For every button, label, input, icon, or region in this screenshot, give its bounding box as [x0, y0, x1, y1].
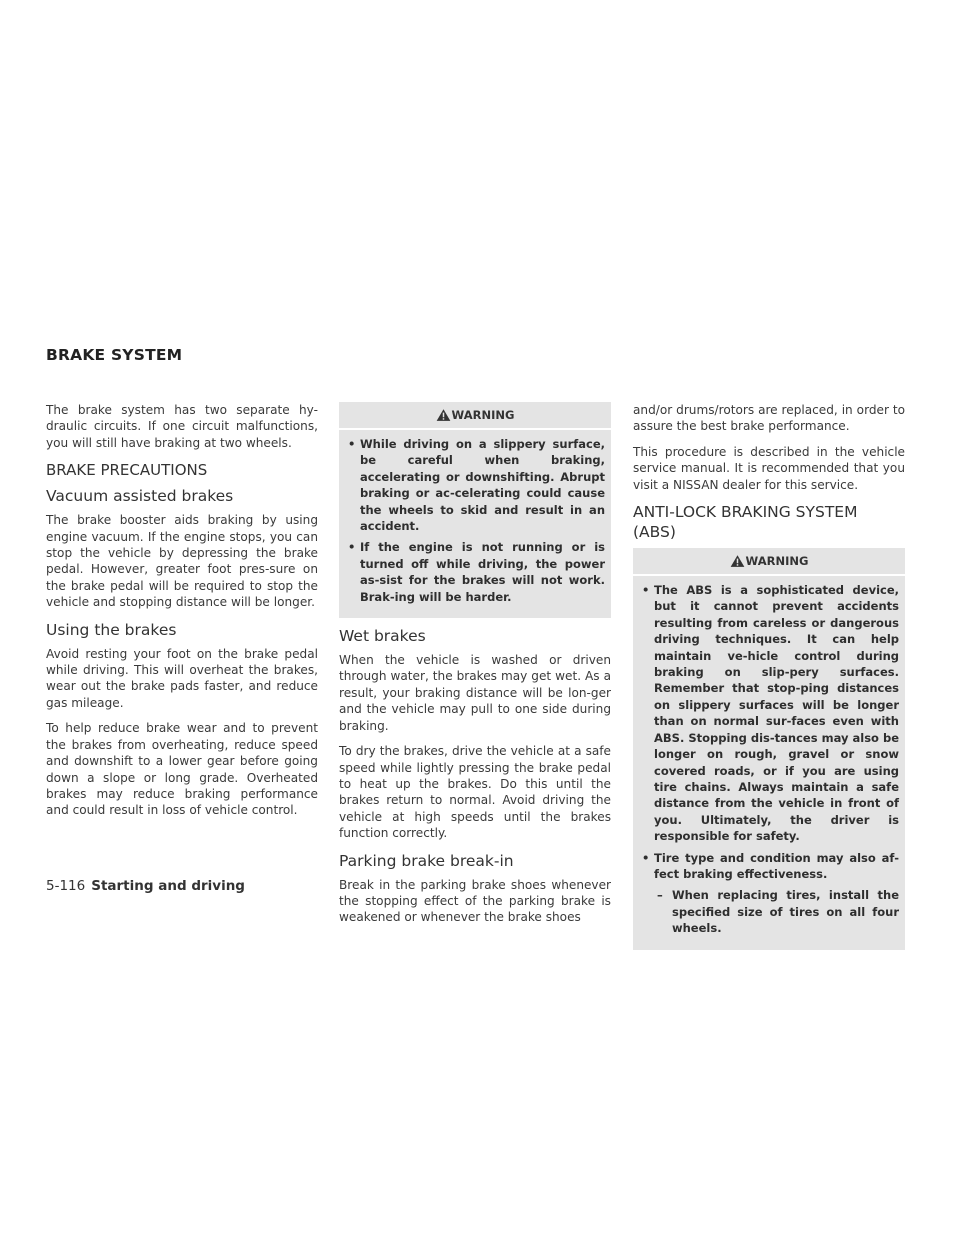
wet-paragraph-2: To dry the brakes, drive the vehicle at a safe speed while lightly pressing the brake pedal to heat up the brakes. Do this until the brakes return to normal. Avoid driving the vehicle at high speeds until the brakes function correctly. [339, 744, 611, 841]
warning-list [345, 436, 605, 605]
warning-label: WARNING [451, 408, 515, 422]
heading-abs: ANTI-LOCK BRAKING SYSTEM (ABS) [633, 503, 858, 542]
warning-triangle-icon [730, 554, 745, 568]
bullet-icon: • [642, 850, 650, 865]
warning-item: • If the engine is not running or is turned off while driving, the power as-sist for the brakes will not work. Brak-ing will be harder. [348, 540, 605, 604]
warning-header [633, 548, 905, 576]
bullet-icon: • [348, 540, 356, 555]
using-paragraph-1: Avoid resting your foot on the brake pedal while driving. This will overheat the brakes, wear out the brake pads faster, and reduce gas mileage. [46, 646, 318, 710]
using-paragraph-2: To help reduce brake wear and to prevent the brakes from overheating, reduce speed and downshift to a lower gear before going down a slope or long grade. Overheated brakes may reduce braking performance and could result in loss of vehicle control. [46, 721, 318, 818]
page-number: 5-116 [46, 878, 86, 894]
column-2 [339, 402, 611, 935]
dash-icon: – [657, 888, 663, 903]
wet-paragraph-1: When the vehicle is washed or driven through water, the brakes may get wet. As a result, your braking distance will be lon-ger and the vehicle may pull to one side during braking. [339, 653, 611, 733]
warning-box-brakes [339, 402, 611, 618]
vacuum-paragraph: The brake booster aids braking by using engine vacuum. If the engine stops, you can stop the vehicle by depressing the brake pedal. However, greater foot pres-sure on the brake pedal will be required to stop the vehicle and stopping distance will be longer. [46, 513, 318, 610]
heading-parking-brake-break-in: Parking brake break-in [339, 851, 514, 870]
warning-item: • While driving on a slippery surface, be careful when braking, accelerating or downshifting. Abrupt braking or ac-celerating could cause the wheels to skid and result in an accident. [348, 437, 605, 534]
parking-paragraph: Break in the parking brake shoes whenever the stopping effect of the parking brake is weakened or whenever the brake shoes [339, 877, 611, 925]
bullet-icon: • [642, 583, 650, 598]
chapter-title: Starting and driving [91, 878, 245, 894]
service-manual-paragraph: This procedure is described in the vehicle service manual. It is recommended that you visit a NISSAN dealer for this service. [633, 444, 905, 492]
intro-paragraph: The brake system has two separate hy-draulic circuits. If one circuit malfunctions, you will still have braking at two wheels. [46, 403, 318, 450]
column-1 [46, 402, 318, 828]
warning-header [339, 402, 611, 430]
warning-list [639, 582, 899, 937]
heading-using-the-brakes: Using the brakes [46, 620, 177, 639]
warning-label: WARNING [745, 554, 809, 569]
column-3 [633, 402, 905, 958]
section-title: BRAKE SYSTEM [46, 346, 183, 364]
heading-wet-brakes: Wet brakes [339, 627, 426, 646]
bullet-icon: • [348, 437, 356, 451]
warning-item: • Tire type and condition may also af-fect braking effectiveness. [642, 850, 899, 881]
warning-sub-item: – When replacing tires, install the specified size of tires on all four wheels. [657, 888, 899, 936]
parking-continued-paragraph: and/or drums/rotors are replaced, in order to assure the best brake performance. [633, 403, 905, 434]
warning-item: • The ABS is a sophisticated device, but it cannot prevent accidents resulting from careless or dangerous driving techniques. It can help maintain ve-hicle control during braking on slip-pery surfaces. Remember that stop-ping distances on slippery surfaces will be longer than on normal sur-faces even with ABS. Stopping dis-tances may also be longer on rough, gravel or snow covered roads, or if you are using tire chains. Always maintain a safe distance from the vehicle in front of you. Ultimately, the driver is responsible for safety. [642, 583, 899, 844]
heading-brake-precautions: BRAKE PRECAUTIONS [46, 461, 208, 480]
warning-triangle-icon [436, 408, 451, 422]
page-footer [46, 878, 245, 894]
warning-box-abs [633, 548, 905, 950]
heading-vacuum-assisted-brakes: Vacuum assisted brakes [46, 487, 234, 506]
